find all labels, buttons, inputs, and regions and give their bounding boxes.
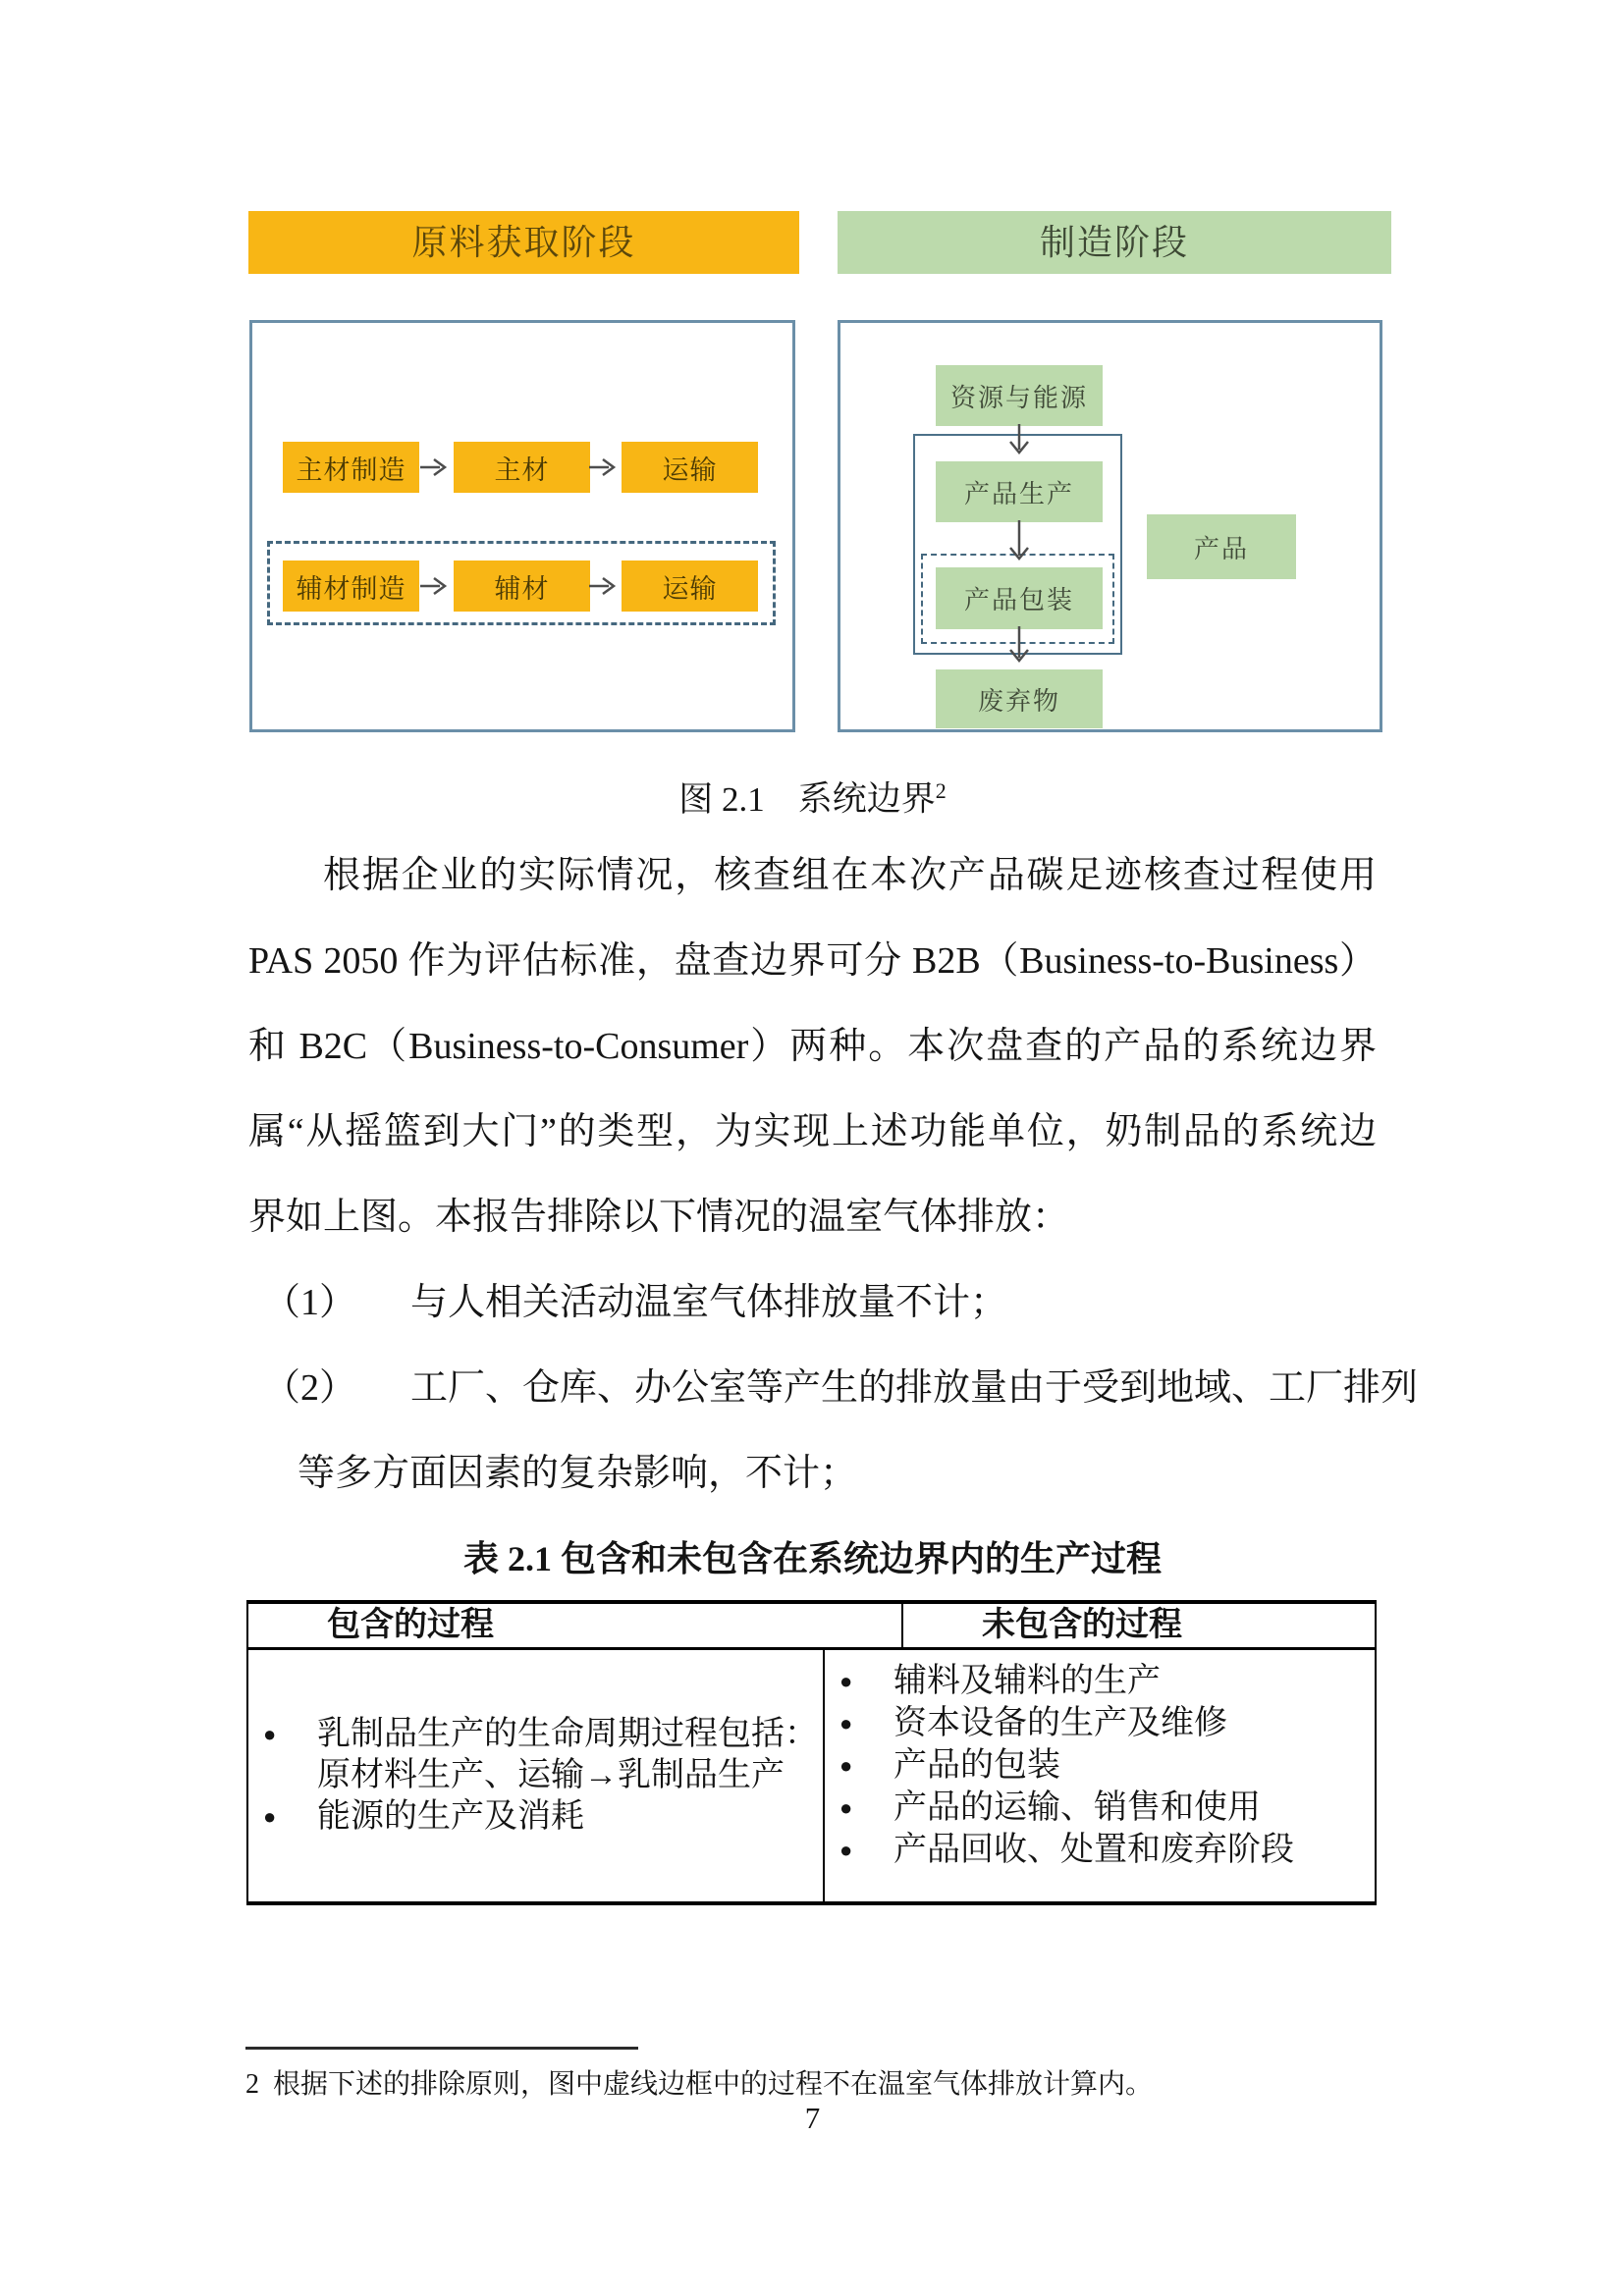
excluded-item-text: 产品的包装 [893, 1747, 1060, 1784]
excluded-item-text: 辅料及辅料的生产 [893, 1663, 1161, 1699]
flow-node-aux-material: 辅材 [454, 561, 590, 612]
flow-node-aux-material-manufacture: 辅材制造 [283, 561, 419, 612]
list-item [825, 1660, 1375, 1702]
list-item-2-continuation [248, 1431, 1377, 1517]
list-item [248, 1796, 823, 1838]
figure-caption-footnote-ref: 2 [935, 778, 947, 803]
figure-caption-number: 图 2.1 [678, 779, 765, 819]
list-item-number: （1） [263, 1282, 357, 1323]
excluded-item-text: 资本设备的生产及维修 [893, 1705, 1227, 1741]
bullet-icon: ● [839, 1669, 853, 1693]
stage-header-raw-material: 原料获取阶段 [248, 211, 799, 274]
raw-material-panel [249, 320, 795, 732]
footnote-marker: 2 [245, 2069, 259, 2100]
footnote-separator [245, 2047, 638, 2050]
list-item-text: 工厂、仓库、办公室等产生的排放量由于受到地域、工厂排列 [410, 1367, 1419, 1409]
bullet-icon: ● [839, 1838, 853, 1862]
paragraph-line: 属“从摇篮到大门”的类型，为实现上述功能单位，奶制品的系统边 [248, 1111, 1377, 1152]
flow-node-product-packaging: 产品包装 [936, 567, 1103, 629]
list-item [248, 1714, 823, 1796]
system-boundary-table [246, 1600, 1377, 1905]
paragraph-line: PAS 2050 作为评估标准，盘查边界可分 B2B（Business-to-Business） [248, 940, 1377, 982]
bullet-icon: ● [839, 1753, 853, 1778]
arrow-right-icon [420, 574, 452, 598]
footnote-text: 根据下述的排除原则，图中虚线边框中的过程不在温室气体排放计算内。 [273, 2069, 1154, 2100]
list-item [825, 1744, 1375, 1787]
list-item [825, 1702, 1375, 1744]
list-item-text: 与人相关活动温室气体排放量不计； [410, 1282, 1008, 1323]
stage-header-manufacturing: 制造阶段 [838, 211, 1391, 274]
included-item-text [317, 1714, 823, 1796]
figure-caption [248, 769, 1377, 819]
flow-node-product: 产品 [1147, 514, 1296, 579]
body-paragraph [248, 833, 1377, 1260]
paragraph-line: 界如上图。本报告排除以下情况的温室气体排放： [248, 1197, 1070, 1238]
paragraph-line: 根据企业的实际情况，核查组在本次产品碳足迹核查过程使用 [323, 855, 1377, 896]
flow-node-waste: 废弃物 [936, 669, 1103, 728]
bullet-icon: ● [263, 1804, 277, 1829]
flow-node-resources-energy: 资源与能源 [936, 365, 1103, 426]
paragraph-line: 和 B2C（Business-to-Consumer）两种。本次盘查的产品的系统边界 [248, 1026, 1377, 1067]
table-cell-included [248, 1650, 823, 1901]
exclusion-list [248, 1260, 1419, 1517]
table-body-row [248, 1650, 1375, 1901]
list-item [825, 1829, 1375, 1871]
figure-caption-title: 系统边界 [797, 779, 936, 819]
arrow-down-icon [1007, 626, 1031, 671]
bullet-icon: ● [263, 1722, 277, 1746]
table-cell-excluded [823, 1650, 1375, 1901]
table-header-excluded: 未包含的过程 [901, 1604, 1375, 1647]
arrow-right-icon [589, 574, 621, 598]
list-item-2 [248, 1346, 1419, 1431]
bullet-icon: ● [839, 1711, 853, 1735]
list-item-text: 等多方面因素的复杂影响，不计； [298, 1453, 858, 1494]
list-item-1 [248, 1260, 1377, 1346]
flow-node-transport-2: 运输 [622, 561, 758, 612]
included-item-text: 能源的生产及消耗 [317, 1798, 584, 1835]
flow-node-transport-1: 运输 [622, 442, 758, 493]
table-header-included: 包含的过程 [327, 1607, 494, 1643]
arrow-down-icon [1007, 520, 1031, 569]
included-item-line: 原材料生产、运输→乳制品生产 [317, 1757, 785, 1793]
flow-node-main-material-manufacture: 主材制造 [283, 442, 419, 493]
flow-node-product-production: 产品生产 [936, 461, 1103, 522]
bullet-icon: ● [839, 1795, 853, 1820]
included-item-line: 乳制品生产的生命周期过程包括： [317, 1716, 818, 1752]
arrow-right-icon [420, 455, 452, 479]
arrow-down-icon [1007, 424, 1031, 463]
excluded-item-text: 产品回收、处置和废弃阶段 [893, 1832, 1294, 1868]
table-title: 表 2.1 包含和未包含在系统边界内的生产过程 [462, 1539, 1162, 1578]
list-item-number: （2） [263, 1367, 357, 1409]
arrow-right-icon [589, 455, 621, 479]
page-number: 7 [804, 2101, 821, 2135]
excluded-item-text: 产品的运输、销售和使用 [893, 1789, 1261, 1826]
table-header-row [248, 1604, 1375, 1650]
list-item [825, 1787, 1375, 1829]
footnote [245, 2067, 1424, 2103]
flow-node-main-material: 主材 [454, 442, 590, 493]
